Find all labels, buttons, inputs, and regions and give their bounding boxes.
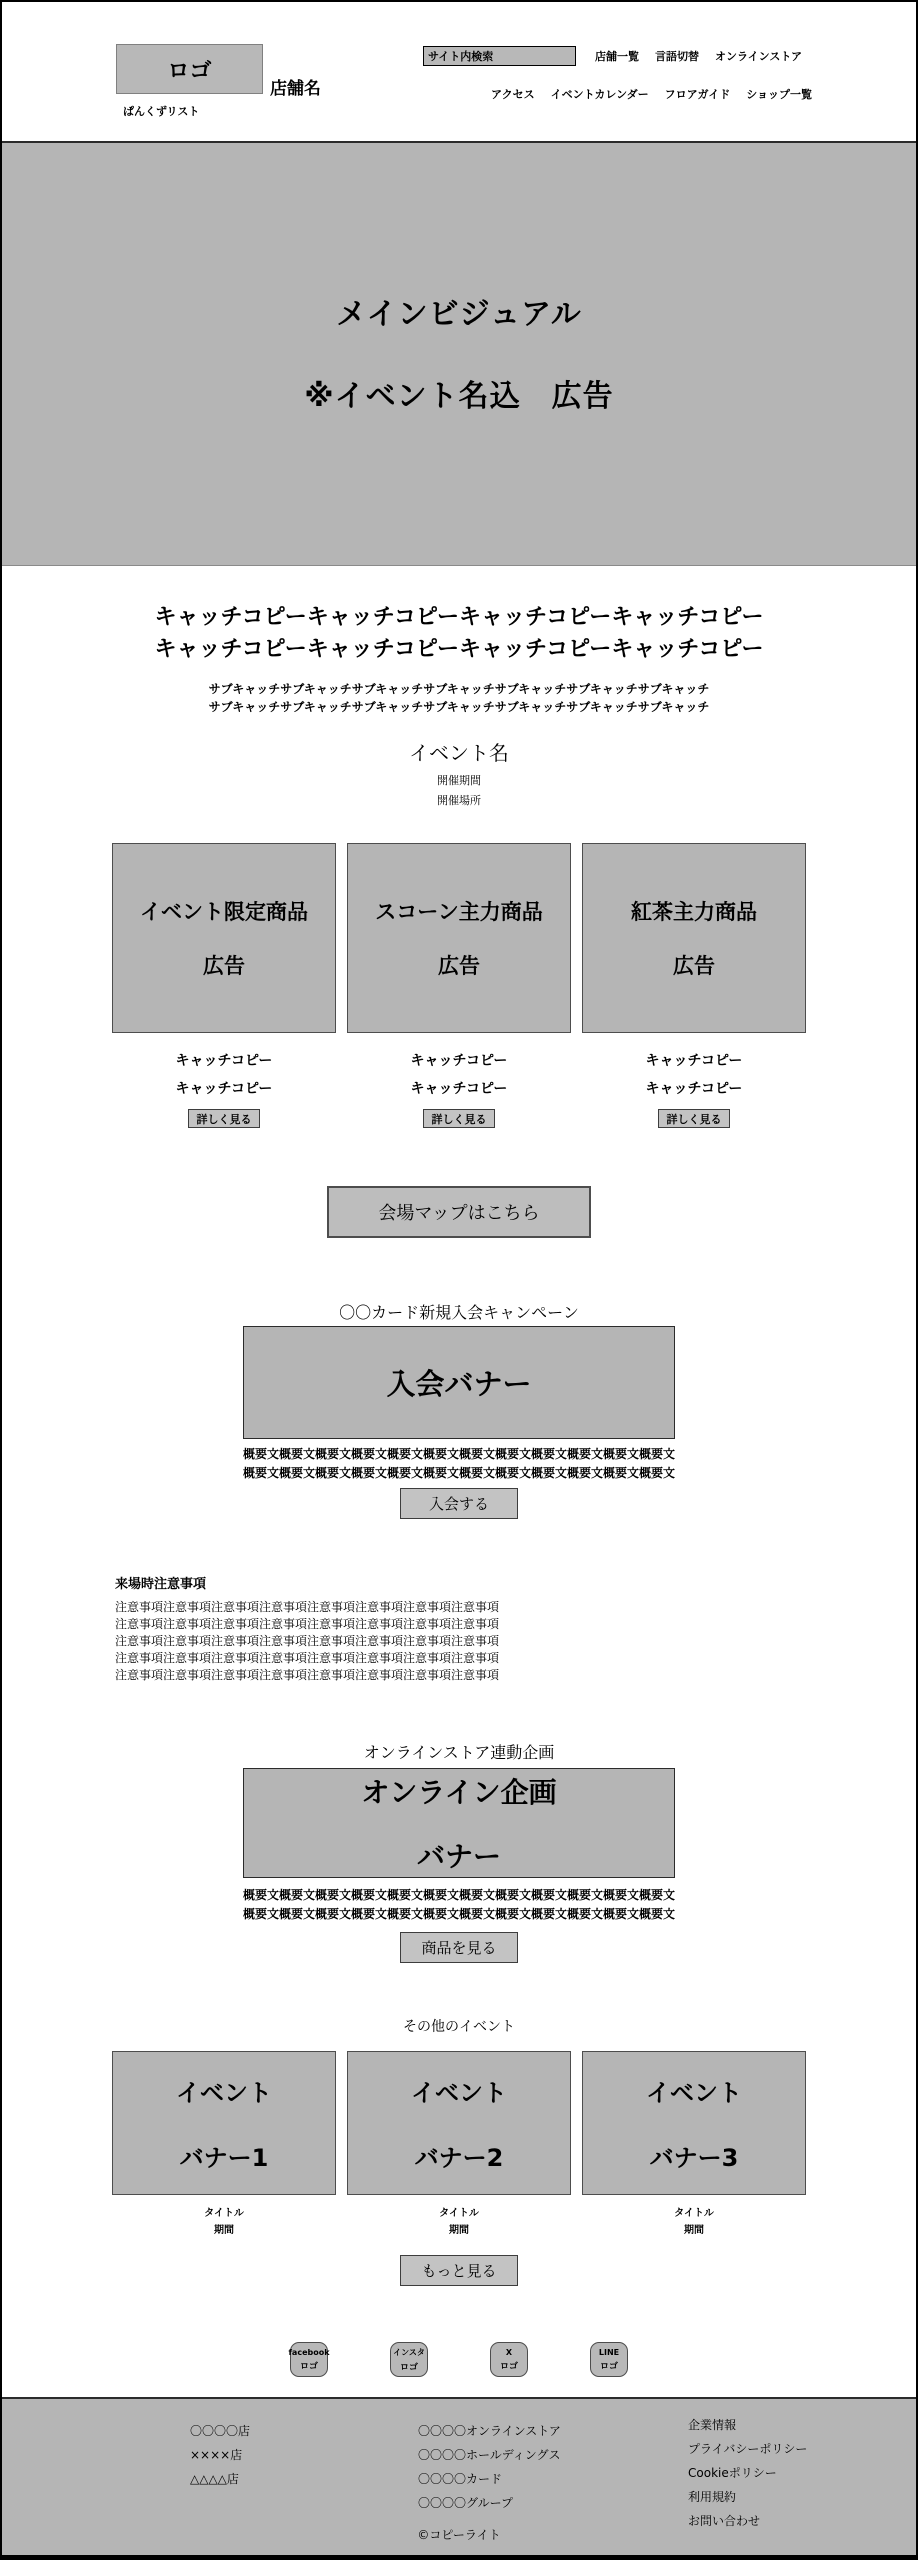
nav-store-list[interactable]: 店舗一覧 (595, 50, 639, 63)
desc-line2: 概要文概要文概要文概要文概要文概要文概要文概要文概要文概要文概要文概要文 (242, 1466, 675, 1480)
breadcrumb[interactable]: ぱんくずリスト (123, 105, 200, 118)
footer-cookie-policy[interactable]: Cookieポリシー (688, 2466, 777, 2480)
visitor-notes-title: 来場時注意事項 (115, 1577, 207, 1592)
footer-privacy-policy[interactable]: プライバシーポリシー (688, 2442, 808, 2456)
join-banner[interactable]: 入会バナー (243, 1326, 675, 1439)
header (2, 2, 916, 141)
product-card-tea (582, 843, 806, 1128)
event-banner-line1: イベント (176, 2079, 272, 2107)
event-caption (112, 2205, 336, 2239)
nav-online-store[interactable]: オンラインストア (715, 50, 803, 63)
line-icon[interactable] (590, 2342, 628, 2377)
line-label: LINE (598, 2347, 620, 2357)
facebook-icon[interactable] (290, 2342, 328, 2377)
nav-language-switch[interactable]: 言語切替 (655, 50, 699, 63)
detail-button[interactable]: 詳しく見る (188, 1109, 260, 1128)
footer-terms[interactable]: 利用規約 (688, 2490, 737, 2504)
footer-holdings[interactable]: 〇〇〇〇ホールディングス (418, 2448, 561, 2462)
see-more-button[interactable]: もっと見る (400, 2255, 518, 2286)
card-campaign-title: 〇〇カード新規入会キャンペーン (339, 1303, 579, 1322)
note-line: 注意事項注意事項注意事項注意事項注意事項注意事項注意事項注意事項 (115, 1634, 500, 1648)
event-banner-2[interactable] (347, 2051, 571, 2195)
product-banner-scone[interactable] (347, 843, 571, 1033)
catch-copy-line2: キャッチコピーキャッチコピーキャッチコピーキャッチコピー (154, 637, 764, 662)
product-copy (582, 1047, 806, 1103)
event-caption (582, 2205, 806, 2239)
nav-event-calendar[interactable]: イベントカレンダー (550, 88, 649, 101)
ad-label: 広告 (673, 954, 715, 978)
event-period: 期間 (684, 2225, 704, 2236)
event-name: イベント名 (409, 741, 509, 765)
note-line: 注意事項注意事項注意事項注意事項注意事項注意事項注意事項注意事項 (115, 1651, 500, 1665)
note-line: 注意事項注意事項注意事項注意事項注意事項注意事項注意事項注意事項 (115, 1617, 500, 1631)
online-store-desc (2, 1886, 916, 1924)
desc-line2: 概要文概要文概要文概要文概要文概要文概要文概要文概要文概要文概要文概要文 (242, 1907, 675, 1921)
event-banner-line1: イベント (646, 2079, 742, 2107)
event-card-1 (112, 2051, 336, 2239)
main-visual-banner[interactable] (2, 141, 916, 566)
footer-group-column (418, 2419, 561, 2515)
note-line: 注意事項注意事項注意事項注意事項注意事項注意事項注意事項注意事項 (115, 1668, 500, 1682)
footer-store-1[interactable]: 〇〇〇〇店 (190, 2424, 251, 2438)
event-place: 開催場所 (437, 794, 481, 807)
header-nav-top (595, 48, 802, 64)
copyright: ©コピーライト (417, 2528, 501, 2542)
nav-shop-list[interactable]: ショップ一覧 (746, 88, 812, 101)
ad-label: 広告 (438, 954, 480, 978)
sub-catch-line1: サブキャッチサブキャッチサブキャッチサブキャッチサブキャッチサブキャッチサブキャッチ (208, 682, 710, 696)
visitor-notes-section (115, 1576, 916, 1684)
footer-store-3[interactable]: △△△△店 (190, 2472, 239, 2486)
join-button[interactable]: 入会する (400, 1488, 518, 1519)
event-card-2 (347, 2051, 571, 2239)
event-period: 開催期間 (437, 774, 481, 787)
event-banner-line1: イベント (411, 2079, 507, 2107)
event-banner-line2: バナー1 (179, 2144, 269, 2172)
product-card-scone (347, 843, 571, 1128)
product-copy-line1: キャッチコピー (410, 1053, 508, 1069)
footer-company-info[interactable]: 企業情報 (688, 2418, 737, 2432)
main-visual-note: ※イベント名込 広告 (304, 379, 614, 414)
other-events-section (2, 2019, 916, 2286)
online-banner-line2: バナー (416, 1840, 501, 1873)
online-banner-line1: オンライン企画 (361, 1776, 557, 1809)
product-banner-limited[interactable] (112, 843, 336, 1033)
catch-copy-line1: キャッチコピーキャッチコピーキャッチコピーキャッチコピー (154, 605, 764, 630)
event-caption (347, 2205, 571, 2239)
detail-button[interactable]: 詳しく見る (423, 1109, 495, 1128)
footer-store-2[interactable]: ××××店 (190, 2448, 243, 2462)
logo-placeholder-label: ロゴ (399, 2362, 418, 2373)
product-card-limited (112, 843, 336, 1128)
event-title: タイトル (674, 2208, 714, 2219)
online-campaign-banner[interactable] (243, 1768, 675, 1878)
venue-map-button[interactable]: 会場マップはこちら (327, 1186, 591, 1238)
event-period: 期間 (449, 2225, 469, 2236)
event-title: タイトル (204, 2208, 244, 2219)
logo-placeholder-label: ロゴ (599, 2361, 618, 2372)
logo-placeholder-label: ロゴ (299, 2361, 318, 2372)
sub-catch-line2: サブキャッチサブキャッチサブキャッチサブキャッチサブキャッチサブキャッチサブキャッチ (208, 700, 710, 714)
view-products-button[interactable]: 商品を見る (400, 1932, 518, 1963)
product-banner-title: スコーン主力商品 (375, 900, 543, 924)
nav-access[interactable]: アクセス (491, 88, 535, 101)
logo-placeholder-label: ロゴ (499, 2361, 518, 2372)
detail-button[interactable]: 詳しく見る (658, 1109, 730, 1128)
event-title: タイトル (439, 2208, 479, 2219)
online-store-title: オンラインストア連動企画 (363, 1743, 555, 1762)
card-campaign-desc (2, 1445, 916, 1483)
logo[interactable]: ロゴ (116, 44, 263, 94)
ad-label: 広告 (203, 954, 245, 978)
social-icons-row (2, 2342, 916, 2377)
visitor-notes-body (115, 1599, 916, 1684)
footer-legal-column (688, 2413, 807, 2533)
product-copy (112, 1047, 336, 1103)
main-visual-label: メインビジュアル (336, 297, 582, 332)
sub-catch (2, 680, 916, 716)
other-events-title: その他のイベント (403, 2019, 515, 2035)
product-banner-title: イベント限定商品 (140, 900, 308, 924)
intro-section (2, 602, 916, 811)
online-store-section (2, 1744, 916, 1963)
product-banner-row (112, 843, 806, 1128)
note-line: 注意事項注意事項注意事項注意事項注意事項注意事項注意事項注意事項 (115, 1600, 500, 1614)
catch-copy (2, 602, 916, 666)
card-campaign-section (2, 1304, 916, 1519)
product-copy-line1: キャッチコピー (175, 1053, 273, 1069)
shop-name: 店舗名 (270, 79, 321, 99)
x-icon[interactable] (490, 2342, 528, 2377)
footer-card[interactable]: 〇〇〇〇カード (418, 2472, 503, 2486)
product-banner-title: 紅茶主力商品 (631, 900, 757, 924)
product-copy-line2: キャッチコピー (645, 1081, 743, 1097)
footer-contact[interactable]: お問い合わせ (688, 2514, 761, 2528)
instagram-label: インスタ (393, 2347, 425, 2357)
nav-floor-guide[interactable]: フロアガイド (664, 88, 731, 101)
footer (2, 2397, 916, 2555)
product-banner-tea[interactable] (582, 843, 806, 1033)
event-card-3 (582, 2051, 806, 2239)
product-copy-line2: キャッチコピー (175, 1081, 273, 1097)
instagram-icon[interactable] (390, 2342, 428, 2377)
event-banner-line2: バナー2 (414, 2144, 504, 2172)
site-search-input[interactable] (423, 46, 576, 66)
event-meta (2, 771, 916, 811)
desc-line1: 概要文概要文概要文概要文概要文概要文概要文概要文概要文概要文概要文概要文 (242, 1447, 675, 1461)
product-copy (347, 1047, 571, 1103)
footer-stores-column (190, 2419, 250, 2491)
event-banner-3[interactable] (582, 2051, 806, 2195)
event-banner-line2: バナー3 (649, 2144, 739, 2172)
product-copy-line1: キャッチコピー (645, 1053, 743, 1069)
event-period: 期間 (214, 2225, 234, 2236)
header-nav-bottom (491, 86, 812, 102)
footer-online-store[interactable]: 〇〇〇〇オンラインストア (418, 2424, 561, 2438)
product-copy-line2: キャッチコピー (410, 1081, 508, 1097)
x-label: X (505, 2347, 513, 2357)
footer-group[interactable]: 〇〇〇〇グループ (418, 2496, 514, 2510)
facebook-label: facebook (288, 2347, 330, 2357)
event-banner-1[interactable] (112, 2051, 336, 2195)
desc-line1: 概要文概要文概要文概要文概要文概要文概要文概要文概要文概要文概要文概要文 (242, 1888, 675, 1902)
event-banner-row (112, 2051, 806, 2239)
